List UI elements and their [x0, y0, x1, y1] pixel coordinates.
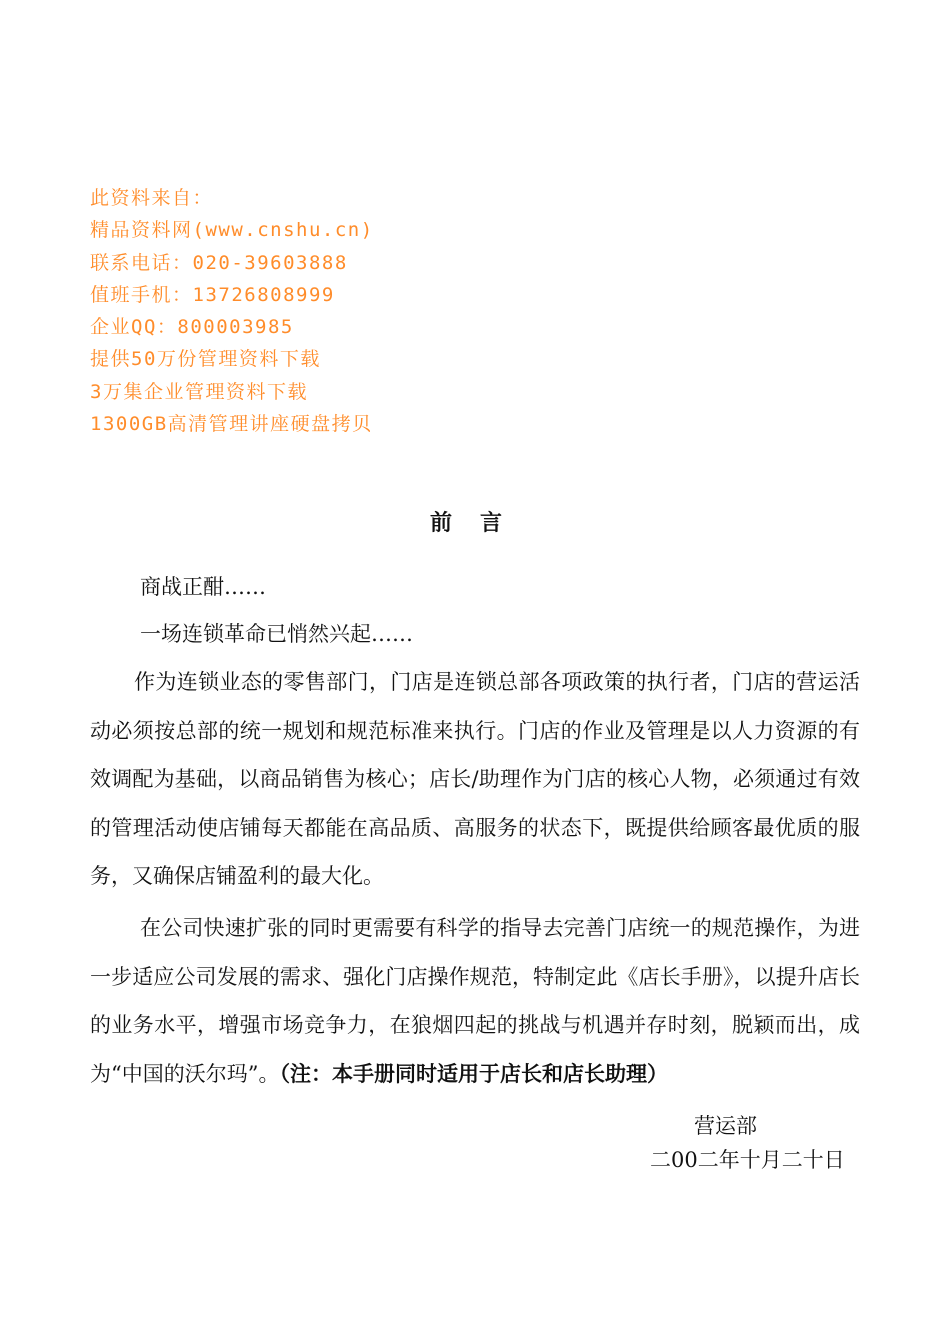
signature-department: 营运部 — [694, 1114, 757, 1138]
source-line-website: 精品资料网(www.cnshu.cn) — [90, 219, 374, 242]
source-line-qq: 企业QQ：800003985 — [90, 316, 294, 339]
paragraph-body-2 — [90, 904, 860, 1098]
paragraph-body-2-text: 在公司快速扩张的同时更需要有科学的指导去完善门店统一的规范操作，为进一步适应公司发展的需求、强化门店操作规范，特制定此《店长手册》，以提升店长的业务水平，增强市场竞争力，在狼烟四起的挑战与机遇并存时刻，脱颖而出，成为“中国的沃尔玛”。 — [90, 916, 860, 1086]
source-line-mobile: 值班手机：13726808999 — [90, 283, 335, 306]
paragraph-opening-1: 商战正酣…… — [140, 575, 266, 599]
paragraph-body-1: 作为连锁业态的零售部门，门店是连锁总部各项政策的执行者，门店的营运活动必须按总部的统一规划和规范标准来执行。门店的作业及管理是以人力资源的有效调配为基础，以商品销售为核心；店长/助理作为门店的核心人物，必须通过有效的管理活动使店铺每天都能在高品质、高服务的状态下，既提供给顾客最优质的服务，又确保店铺盈利的最大化。 — [90, 670, 860, 888]
paragraph-body-2-note: （注：本手册同时适用于店长和店长助理） — [279, 1060, 668, 1086]
signature-date: 二00二年十月二十日 — [650, 1148, 845, 1172]
source-line-offer-1: 提供50万份管理资料下载 — [90, 348, 321, 371]
source-line-offer-3: 1300GB高清管理讲座硬盘拷贝 — [90, 413, 373, 436]
source-line-offer-2: 3万集企业管理资料下载 — [90, 380, 308, 403]
source-line-from: 此资料来自： — [90, 187, 214, 209]
source-line-phone: 联系电话：020-39603888 — [90, 251, 348, 274]
source-info-block — [90, 182, 690, 440]
document-title: 前言 — [429, 510, 530, 536]
paragraph-opening-2: 一场连锁革命已悄然兴起…… — [140, 622, 413, 646]
